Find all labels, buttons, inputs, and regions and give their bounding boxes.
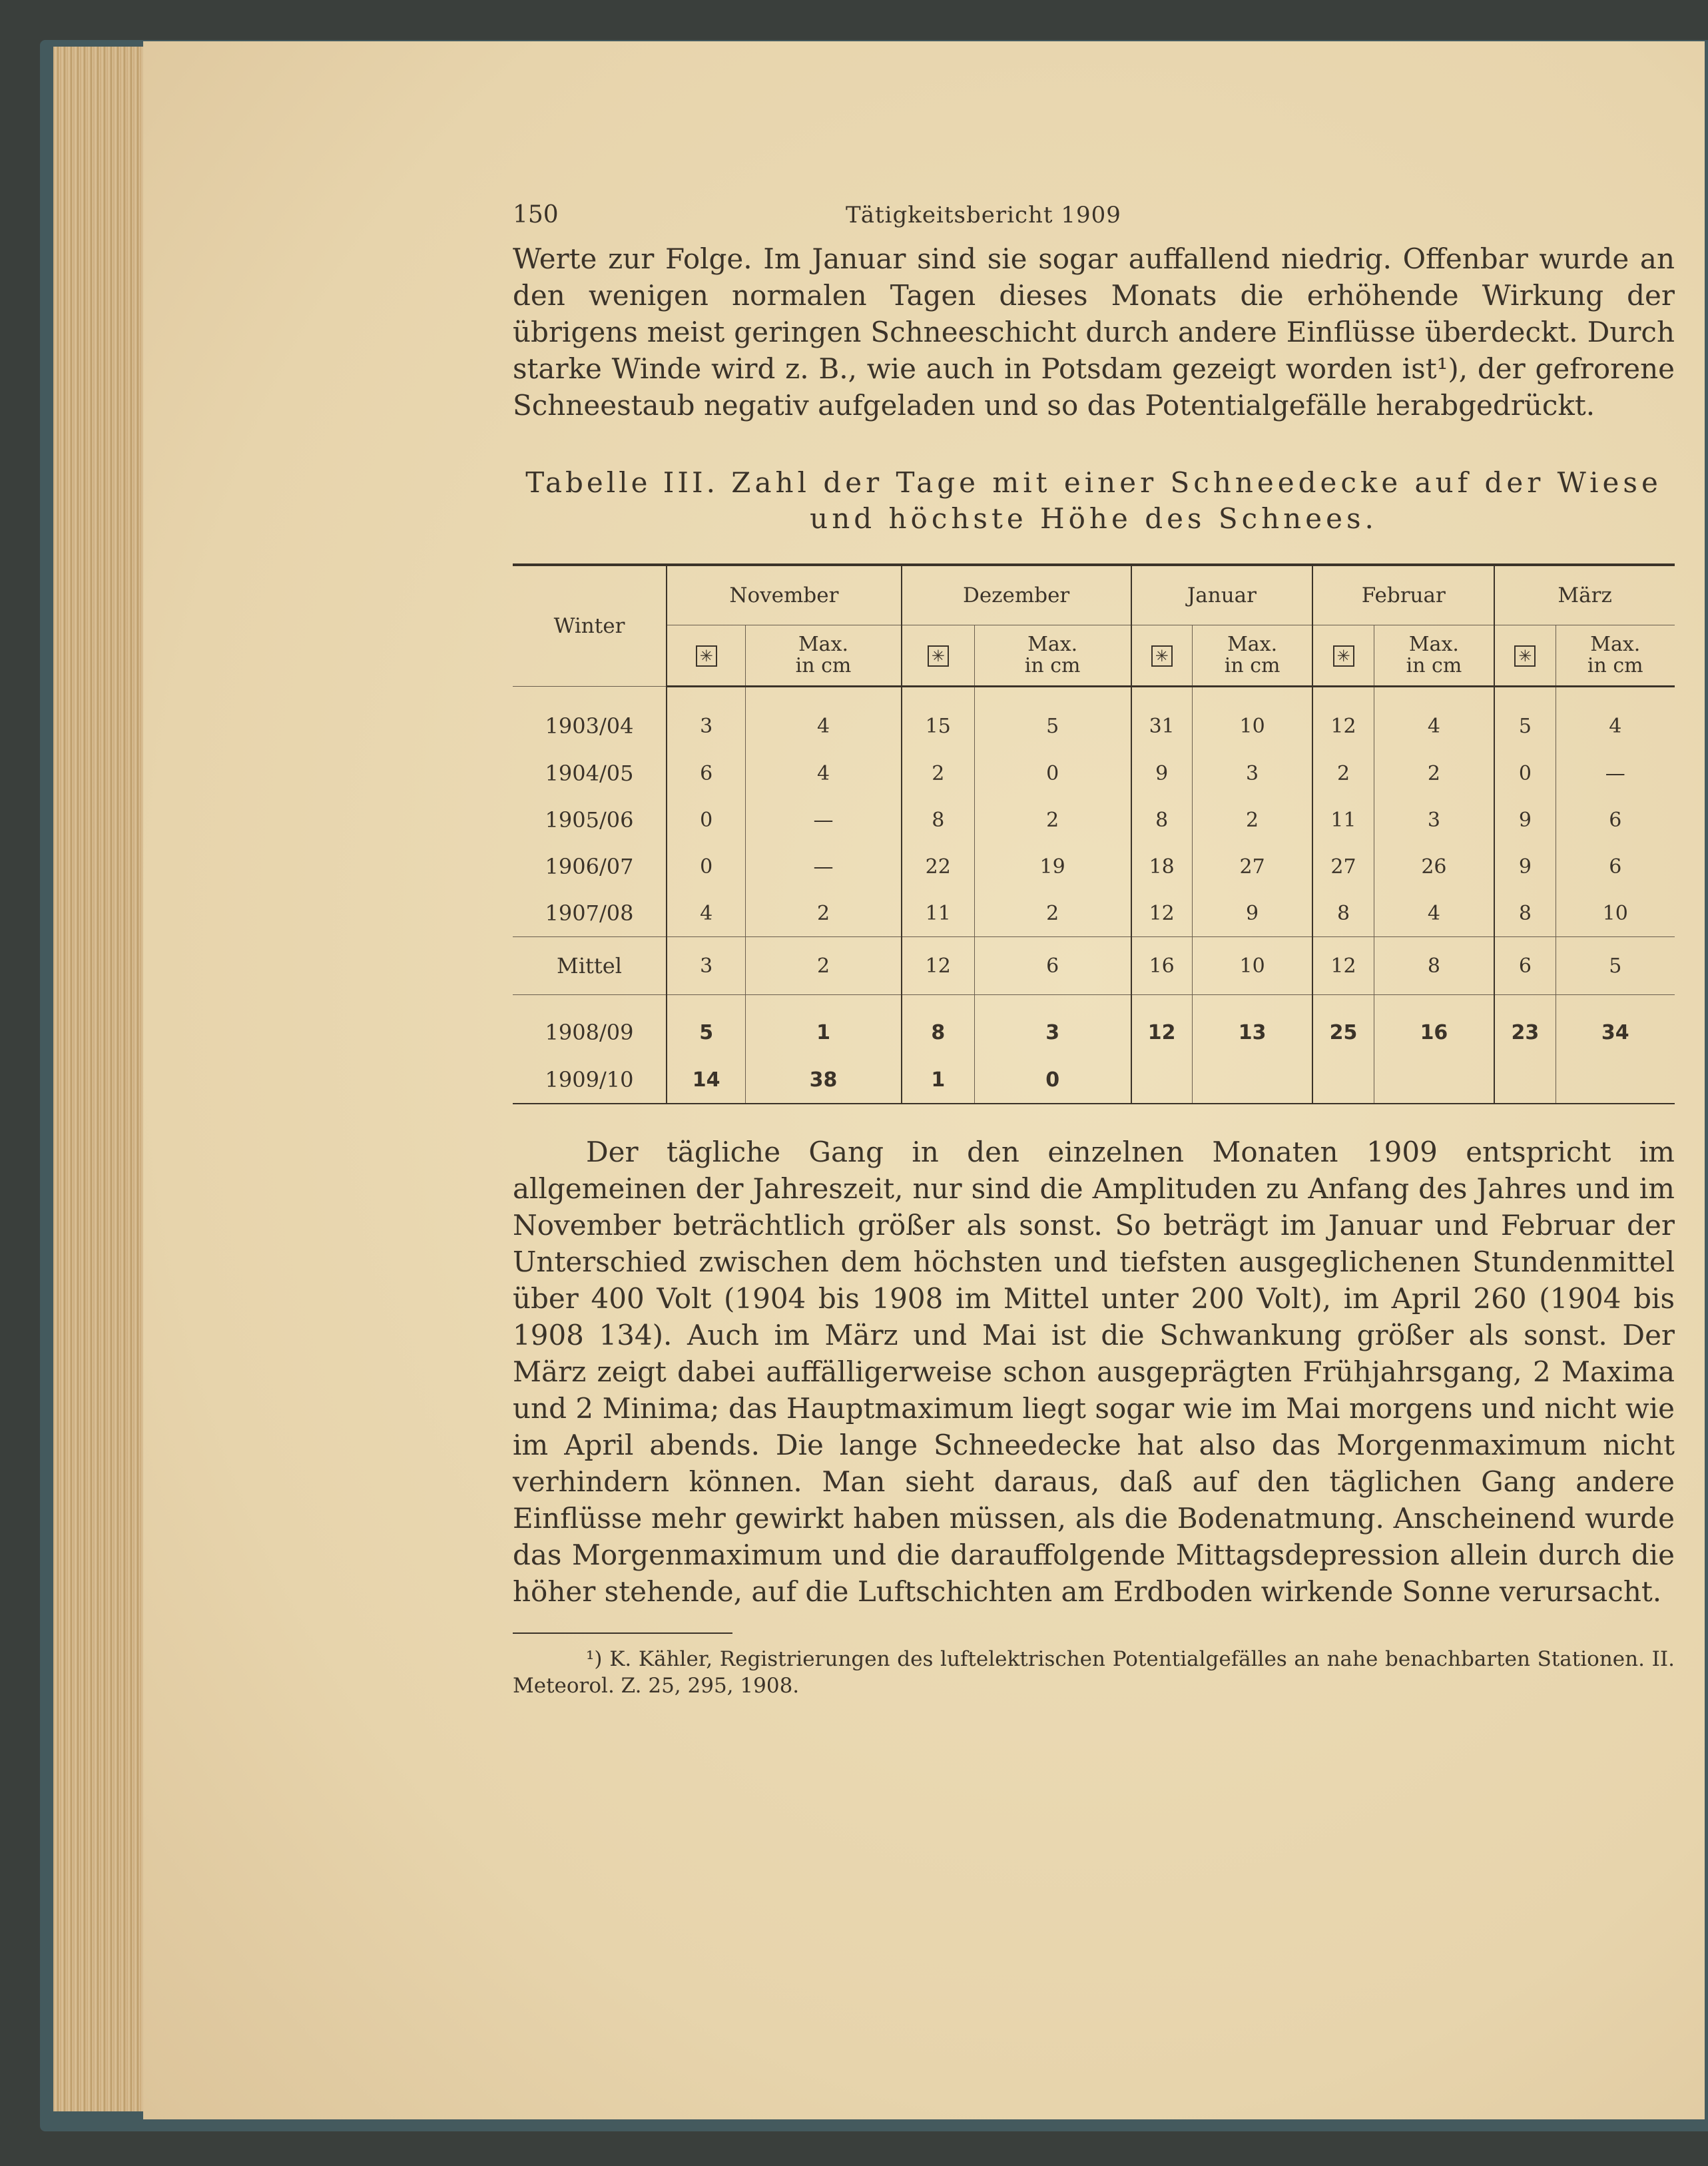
month-header: Januar — [1131, 565, 1313, 625]
snow-days-cell: 0 — [1494, 750, 1556, 797]
max-depth-cell: 3 — [974, 995, 1131, 1057]
month-header: März — [1494, 565, 1675, 625]
unit-label: in cm — [1224, 654, 1281, 677]
max-depth-header — [1556, 625, 1675, 687]
max-depth-cell: 4 — [746, 687, 902, 751]
table-caption — [513, 465, 1675, 537]
max-depth-cell: 16 — [1374, 995, 1494, 1057]
max-depth-cell: 6 — [1556, 797, 1675, 843]
snow-days-cell: 9 — [1494, 843, 1556, 890]
snow-days-cell: 31 — [1131, 687, 1193, 751]
max-depth-cell: — — [1556, 750, 1675, 797]
max-depth-cell: 6 — [1556, 843, 1675, 890]
snow-days-header — [667, 625, 746, 687]
max-depth-cell: 2 — [974, 890, 1131, 937]
snow-days-cell: 18 — [1131, 843, 1193, 890]
max-depth-cell: 3 — [1374, 797, 1494, 843]
page-stack-edge — [53, 47, 153, 2111]
snow-days-cell: 12 — [1312, 937, 1374, 995]
snow-days-header — [1312, 625, 1374, 687]
winter-cell: Mittel — [513, 937, 667, 995]
max-depth-cell: 5 — [1556, 937, 1675, 995]
max-depth-cell: 2 — [1374, 750, 1494, 797]
max-depth-cell: 6 — [974, 937, 1131, 995]
snow-table — [513, 563, 1675, 1104]
snow-days-cell: 3 — [667, 937, 746, 995]
max-depth-cell: 34 — [1556, 995, 1675, 1057]
table-caption-text: Zahl der Tage mit einer Schneedecke auf der Wiese und höchste Höhe des Schnees. — [731, 466, 1662, 535]
max-depth-cell: 2 — [746, 890, 902, 937]
month-header: Dezember — [902, 565, 1131, 625]
page-content — [513, 201, 1675, 1699]
snow-days-cell: 6 — [1494, 937, 1556, 995]
snow-days-cell: 22 — [902, 843, 975, 890]
max-depth-header — [746, 625, 902, 687]
snow-days-cell: 14 — [667, 1056, 746, 1104]
winter-cell: 1905/06 — [545, 807, 634, 833]
snow-cover-icon: ✳ — [928, 645, 949, 667]
max-depth-cell: 9 — [1192, 890, 1312, 937]
max-depth-header — [1374, 625, 1494, 687]
snow-days-cell: 11 — [1312, 797, 1374, 843]
table-row — [513, 750, 1675, 797]
snow-cover-icon: ✳ — [1333, 645, 1354, 667]
snow-days-cell: 2 — [902, 750, 975, 797]
max-depth-cell: — — [746, 797, 902, 843]
snow-cover-icon: ✳ — [1151, 645, 1173, 667]
unit-label: in cm — [795, 654, 852, 677]
snow-days-header — [902, 625, 975, 687]
snow-days-cell: 4 — [667, 890, 746, 937]
footnote-rule — [513, 1632, 732, 1634]
winter-cell: 1904/05 — [545, 761, 634, 786]
max-depth-cell: 38 — [746, 1056, 902, 1104]
table-row — [513, 843, 1675, 890]
unit-label: in cm — [1406, 654, 1462, 677]
book-page — [143, 41, 1705, 2119]
snow-days-cell: 12 — [1131, 890, 1193, 937]
snow-cover-icon: ✳ — [696, 645, 717, 667]
table-row — [513, 995, 1675, 1057]
footnote: ¹) K. Kähler, Registrierungen des luftelektrischen Potentialgefälles an nahe benachbarten Stationen. II. Meteorol. Z. 25, 295, 1908. — [513, 1647, 1675, 1698]
winter-cell: 1909/10 — [545, 1067, 634, 1092]
table-row — [513, 890, 1675, 937]
winter-cell: 1906/07 — [545, 854, 634, 879]
max-depth-cell: 4 — [1374, 687, 1494, 751]
max-depth-header — [974, 625, 1131, 687]
max-depth-cell: 5 — [974, 687, 1131, 751]
month-header: November — [667, 565, 902, 625]
snow-days-cell: 1 — [902, 1056, 975, 1104]
max-depth-cell — [1192, 1056, 1312, 1104]
snow-days-cell: 3 — [667, 687, 746, 751]
winter-cell: 1903/04 — [545, 713, 634, 739]
snow-days-cell: 27 — [1312, 843, 1374, 890]
snow-days-cell: 5 — [1494, 687, 1556, 751]
max-depth-cell: 4 — [1556, 687, 1675, 751]
snow-days-cell: 8 — [1494, 890, 1556, 937]
max-depth-cell: 0 — [974, 750, 1131, 797]
max-depth-cell: 2 — [746, 937, 902, 995]
snow-cover-icon: ✳ — [1514, 645, 1536, 667]
table-row — [513, 797, 1675, 843]
table-month-header-row — [513, 565, 1675, 625]
snow-days-cell: 11 — [902, 890, 975, 937]
snow-days-header — [1131, 625, 1193, 687]
snow-days-cell: 8 — [1131, 797, 1193, 843]
snow-days-cell: 12 — [1131, 995, 1193, 1057]
snow-days-cell: 16 — [1131, 937, 1193, 995]
snow-days-cell: 8 — [902, 797, 975, 843]
winter-cell: 1908/09 — [545, 1020, 634, 1045]
max-depth-cell: 2 — [974, 797, 1131, 843]
snow-days-cell: 8 — [902, 995, 975, 1057]
snow-days-cell: 9 — [1494, 797, 1556, 843]
max-label: Max. — [1408, 633, 1459, 656]
snow-days-cell: 12 — [902, 937, 975, 995]
max-label: Max. — [1227, 633, 1278, 656]
max-depth-cell: 2 — [1192, 797, 1312, 843]
table-caption-label: Tabelle III. — [525, 466, 718, 499]
max-depth-cell: 4 — [1374, 890, 1494, 937]
snow-days-cell — [1494, 1056, 1556, 1104]
paragraph-1: Werte zur Folge. Im Januar sind sie sogar auffallend niedrig. Offenbar wurde an den wenigen normalen Tagen dieses Monats die erhöhende Wirkung der übrigens meist geringen Schneeschicht durch andere Einflüsse überdeckt. Durch starke Winde wird z. B., wie auch in Potsdam gezeigt worden ist¹), der gefrorene Schneestaub negativ aufgeladen und so das Potentialgefälle herabgedrückt. — [513, 242, 1675, 422]
table-subheader-row — [513, 625, 1675, 687]
table-row — [513, 937, 1675, 995]
unit-label: in cm — [1587, 654, 1643, 677]
snow-days-cell: 25 — [1312, 995, 1374, 1057]
max-depth-cell: 10 — [1192, 937, 1312, 995]
paragraph-2: Der tägliche Gang in den einzelnen Monaten 1909 entspricht im allgemeinen der Jahreszeit, nur sind die Amplituden zu Anfang des Jahres und im November beträchtlich größer als sonst. So beträgt im Januar und Februar der Unterschied zwischen dem höchsten und tiefsten ausgeglichenen Stundenmittel über 400 Volt (1904 bis 1908 im Mittel unter 200 Volt), im April 260 (1904 bis 1908 134). Auch im März und Mai ist die Schwankung größer als sonst. Der März zeigt dabei auffälligerweise schon ausgeprägten Frühjahrsgang, 2 Maxima und 2 Minima; das Hauptmaximum liegt sogar wie im Mai morgens und nicht wie im April abends. Die lange Schneedecke hat also das Morgenmaximum nicht verhindern können. Man sieht daraus, daß auf den täglichen Gang andere Einflüsse mehr gewirkt haben müssen, als die Bodenatmung. Anscheinend wurde das Morgenmaximum und die darauffolgende Mittagsdepression allein durch die höher stehende, auf die Luftschichten am Erdboden wirkende Sonne verursacht. — [513, 1136, 1675, 1608]
winter-header: Winter — [513, 565, 667, 687]
page-header — [513, 201, 1675, 228]
max-depth-cell: 8 — [1374, 937, 1494, 995]
max-label: Max. — [1590, 633, 1641, 656]
snow-days-cell — [1312, 1056, 1374, 1104]
month-header: Februar — [1312, 565, 1494, 625]
max-depth-header — [1192, 625, 1312, 687]
table-body — [513, 687, 1675, 1104]
max-label: Max. — [798, 633, 849, 656]
max-depth-cell: 26 — [1374, 843, 1494, 890]
max-label: Max. — [1027, 633, 1078, 656]
table-row — [513, 687, 1675, 751]
max-depth-cell: 3 — [1192, 750, 1312, 797]
max-depth-cell: 1 — [746, 995, 902, 1057]
snow-days-cell: 0 — [667, 797, 746, 843]
max-depth-cell: 10 — [1192, 687, 1312, 751]
snow-days-cell: 0 — [667, 843, 746, 890]
max-depth-cell: 27 — [1192, 843, 1312, 890]
unit-label: in cm — [1024, 654, 1081, 677]
snow-days-cell: 12 — [1312, 687, 1374, 751]
snow-days-cell: 23 — [1494, 995, 1556, 1057]
snow-days-cell: 9 — [1131, 750, 1193, 797]
table-row — [513, 1056, 1675, 1104]
max-depth-cell — [1374, 1056, 1494, 1104]
snow-days-cell: 6 — [667, 750, 746, 797]
snow-days-cell: 5 — [667, 995, 746, 1057]
max-depth-cell: 19 — [974, 843, 1131, 890]
max-depth-cell: 13 — [1192, 995, 1312, 1057]
max-depth-cell: — — [746, 843, 902, 890]
winter-cell: 1907/08 — [545, 901, 634, 926]
max-depth-cell — [1556, 1056, 1675, 1104]
snow-days-cell: 2 — [1312, 750, 1374, 797]
max-depth-cell: 10 — [1556, 890, 1675, 937]
max-depth-cell: 4 — [746, 750, 902, 797]
snow-days-cell: 8 — [1312, 890, 1374, 937]
max-depth-cell: 0 — [974, 1056, 1131, 1104]
snow-days-header — [1494, 625, 1556, 687]
snow-days-cell: 15 — [902, 687, 975, 751]
snow-days-cell — [1131, 1056, 1193, 1104]
page-number: 150 — [513, 201, 559, 228]
running-title: Tätigkeitsbericht 1909 — [846, 202, 1121, 228]
